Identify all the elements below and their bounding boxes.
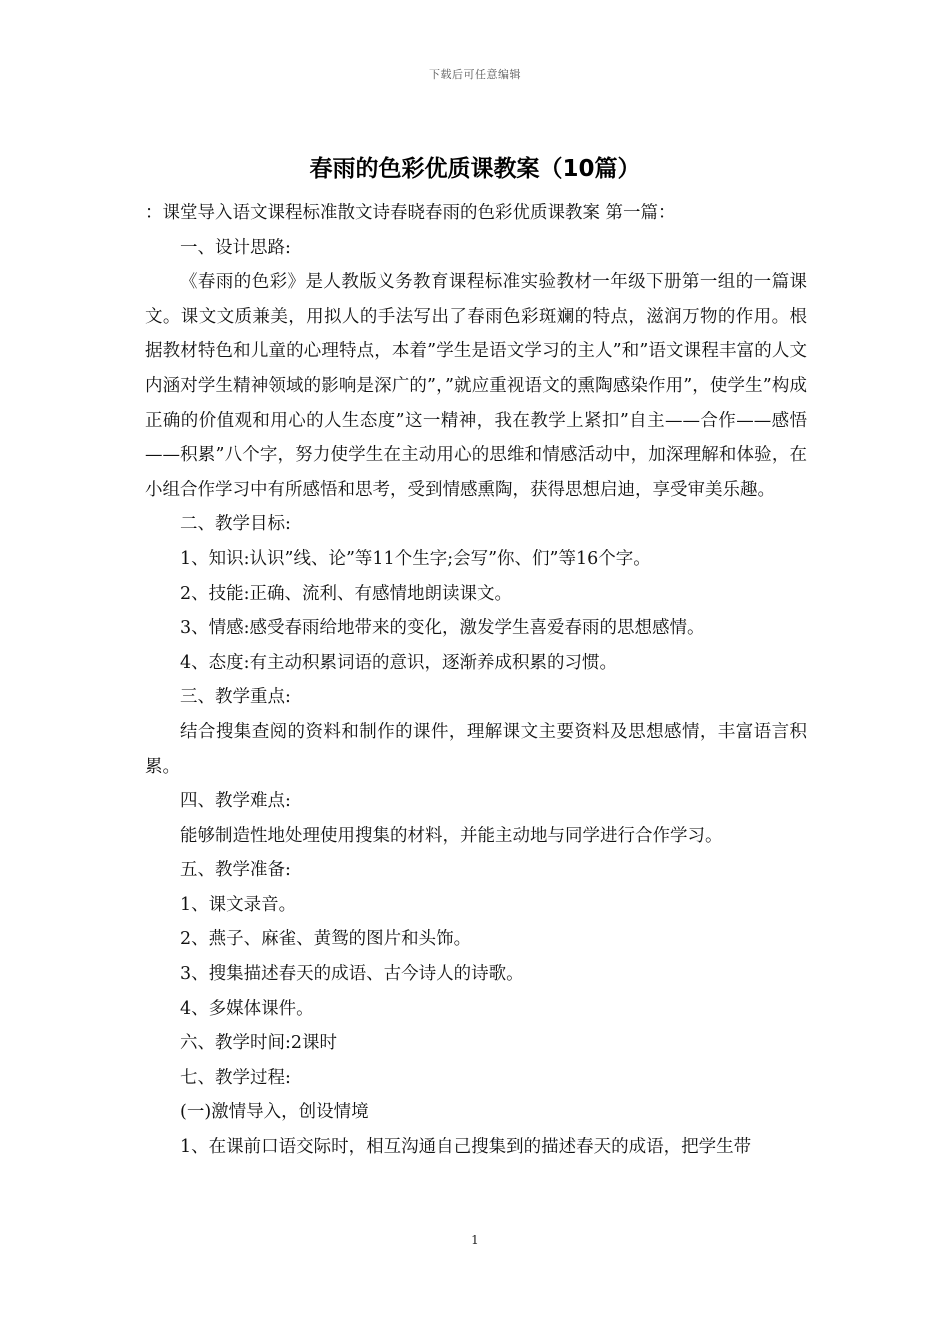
- section-heading: 一、设计思路:: [180, 237, 291, 258]
- section-heading: 二、教学目标:: [180, 514, 291, 535]
- document-title: 春雨的色彩优质课教案（10篇）: [309, 156, 641, 182]
- list-item: 2、技能:正确、流利、有感情地朗读课文。: [180, 583, 513, 604]
- section-heading: 四、教学难点:: [180, 791, 291, 812]
- section-heading: 五、教学准备:: [180, 860, 291, 881]
- header-note: 下载后可任意编辑: [429, 68, 521, 81]
- list-item: 4、多媒体课件。: [180, 998, 314, 1019]
- body-paragraph: 结合搜集查阅的资料和制作的课件，理解课文主要资料及思想感情，丰富语言积累。: [145, 721, 807, 777]
- section-heading: 七、教学过程:: [180, 1067, 291, 1088]
- body-paragraph: 能够制造性地处理使用搜集的材料，并能主动地与同学进行合作学习。: [180, 825, 723, 846]
- list-item: 3、情感:感受春雨给地带来的变化，激发学生喜爱春雨的思想感情。: [180, 618, 705, 639]
- section-heading: 三、教学重点:: [180, 687, 291, 708]
- list-item: 1、知识:认识”线、论”等11个生字;会写”你、们”等16个字。: [180, 548, 651, 569]
- intro-line: ：课堂导入语文课程标准散文诗春晓春雨的色彩优质课教案 第一篇：: [145, 203, 676, 223]
- subsection-heading: (一)激情导入，创设情境: [180, 1102, 369, 1123]
- list-item: 1、课文录音。: [180, 894, 297, 915]
- body-paragraph: 《春雨的色彩》是人教版义务教育课程标准实验教材一年级下册第一组的一篇课文。课文文质兼美，用拟人的手法写出了春雨色彩斑斓的特点，滋润万物的作用。根据教材特色和儿童的心理特点，本着”学生是语文学习的主人”和”语文课程丰富的人文内涵对学生精神领域的影响是深广的”，”就应重视语文的熏陶感染作用”，使学生”构成正确的价值观和用心的人生态度”这一精神，我在教学上紧扣”自主——合作——感悟——积累”八个字，努力使学生在主动用心的思维和情感活动中，加深理解和体验，在小组合作学习中有所感悟和思考，受到情感熏陶，获得思想启迪，享受审美乐趣。: [145, 272, 808, 500]
- document-body: [145, 196, 807, 1165]
- list-item: 3、搜集描述春天的成语、古今诗人的诗歌。: [180, 964, 524, 985]
- list-item: 2、燕子、麻雀、黄鸳的图片和头饰。: [180, 929, 472, 950]
- section-heading: 六、教学时间:2课时: [180, 1033, 338, 1054]
- body-paragraph: 1、在课前口语交际时，相互沟通自己搜集到的描述春天的成语，把学生带: [180, 1137, 752, 1158]
- page-number: 1: [471, 1233, 479, 1247]
- list-item: 4、态度:有主动积累词语的意识，逐渐养成积累的习惯。: [180, 652, 618, 673]
